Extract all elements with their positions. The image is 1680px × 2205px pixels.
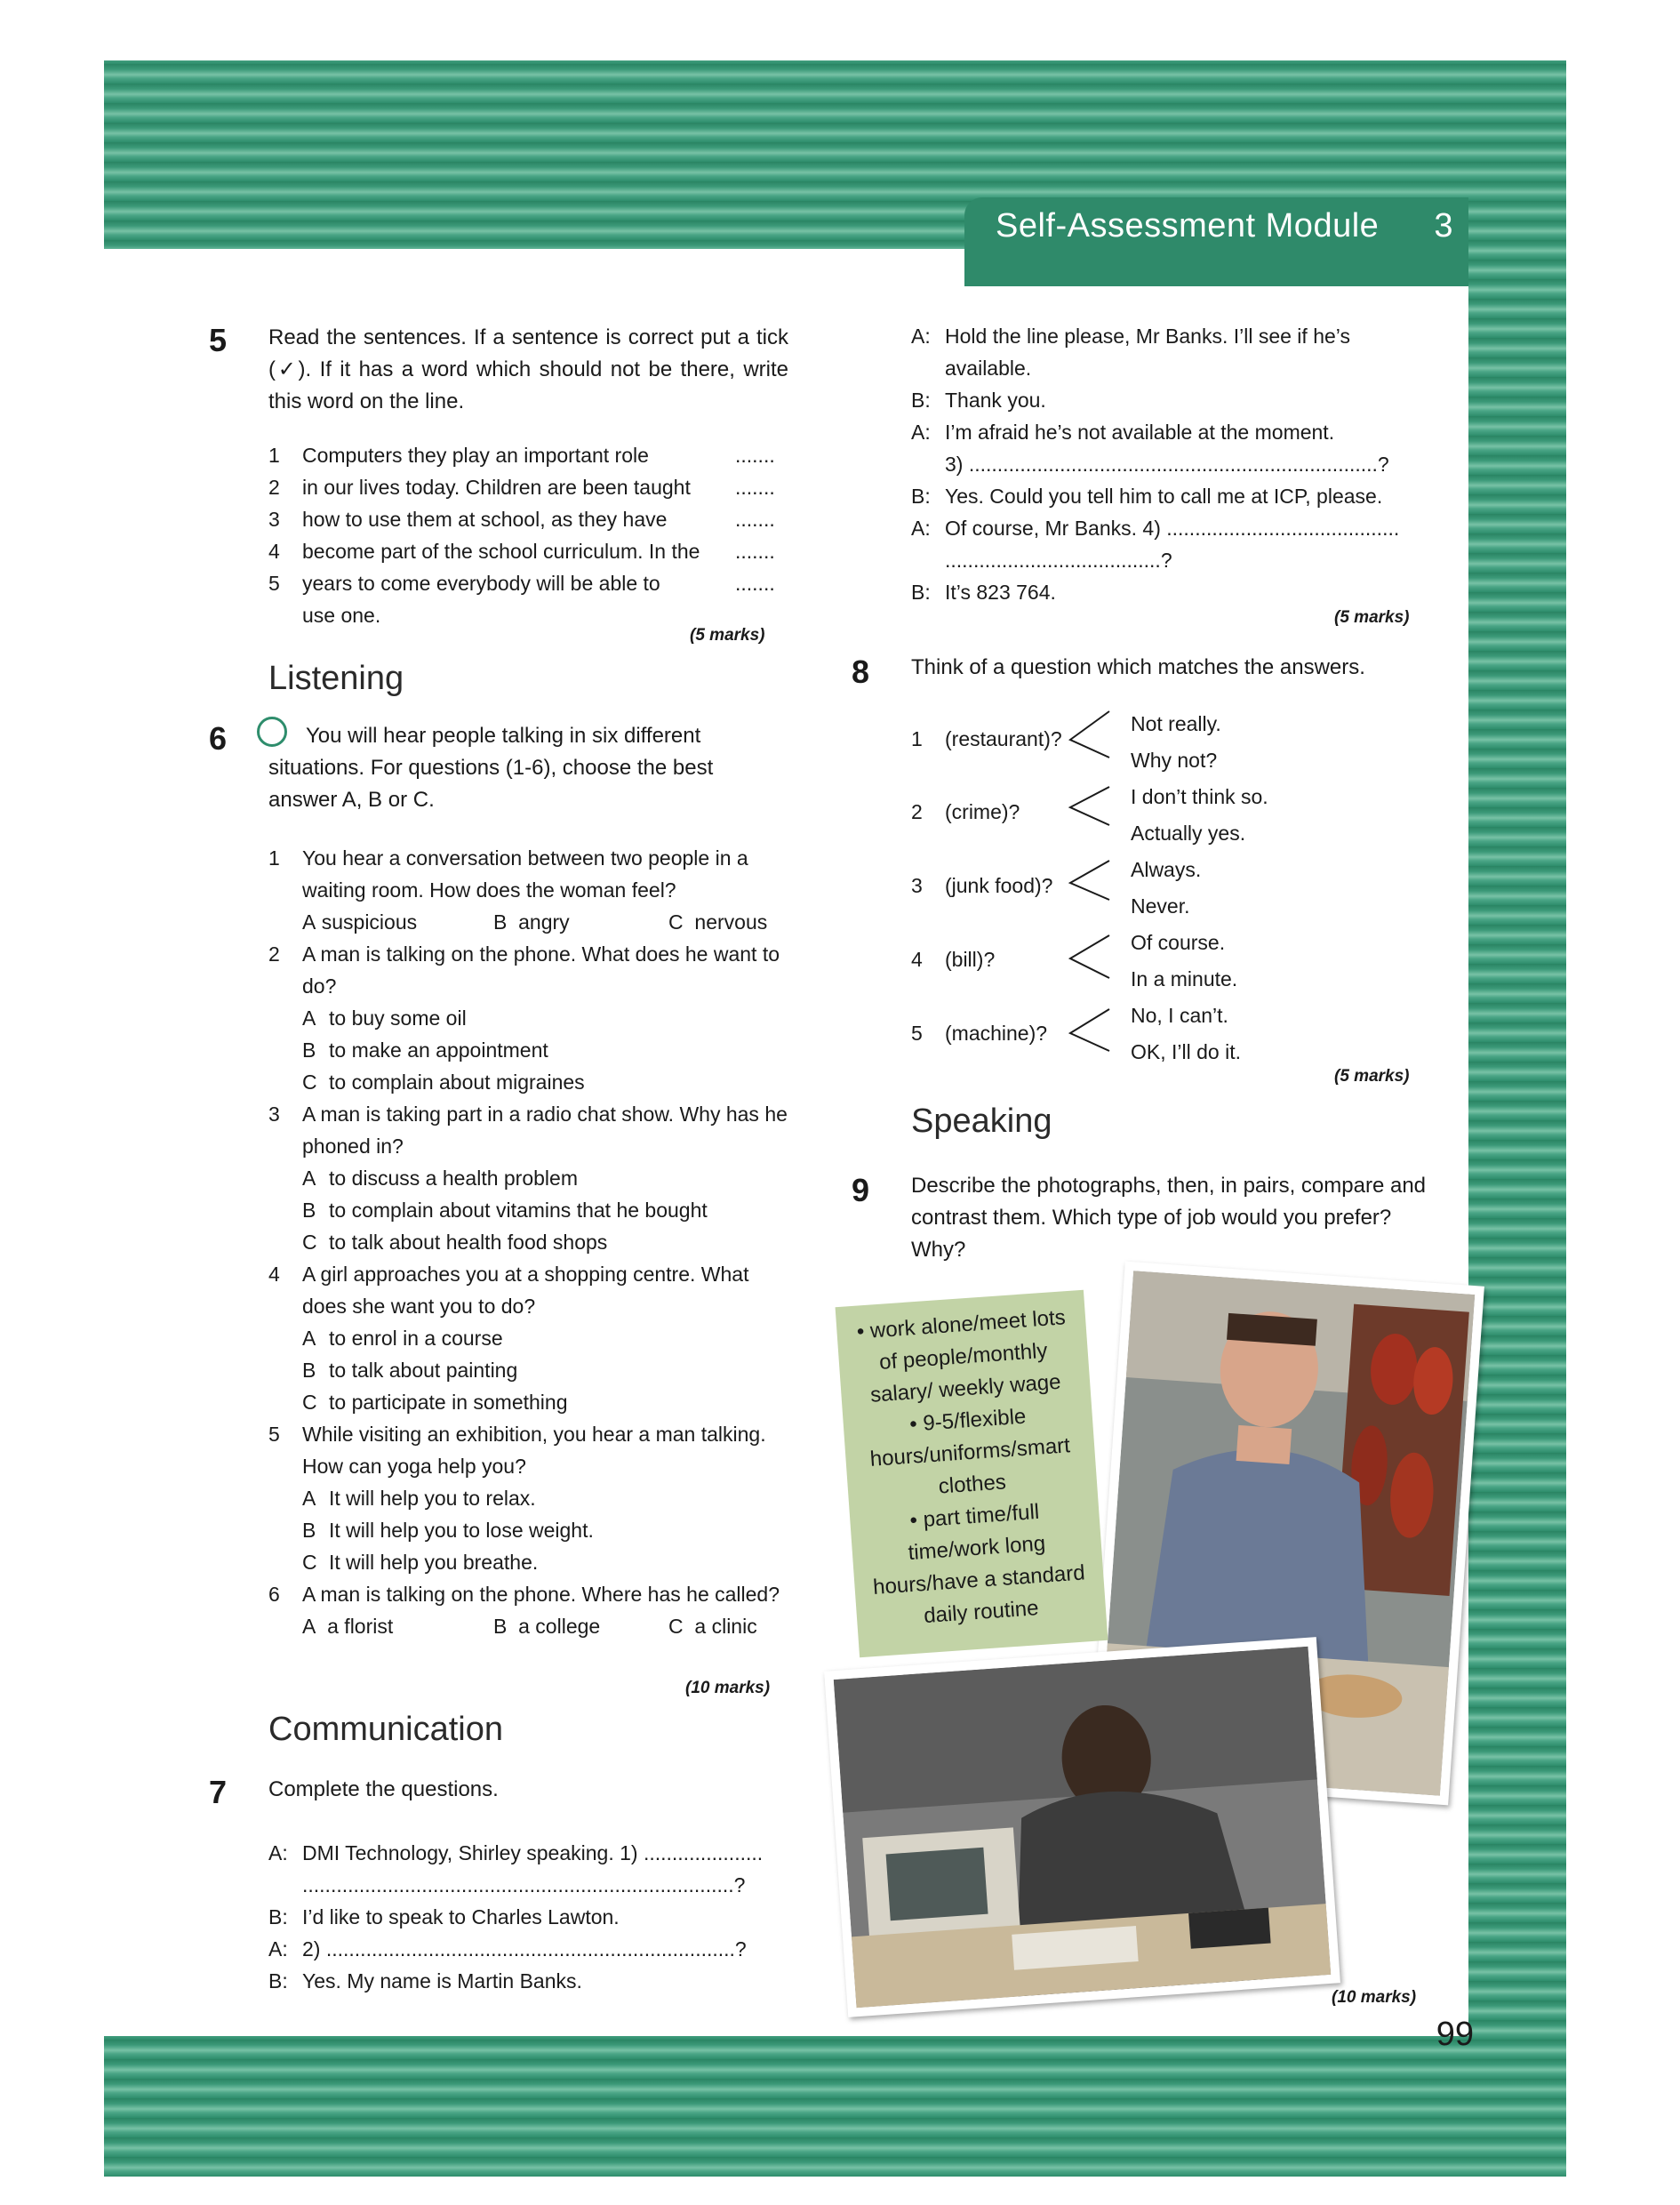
line-text: Hold the line please, Mr Banks. I’ll see if he’s [945,325,1350,348]
ex8-item [911,800,1020,824]
line-text: Thank you. [945,389,1046,412]
question-number: 6 [268,1583,280,1606]
answer: Always. [1131,858,1202,881]
ex7-dialogue-left [268,1837,802,1997]
answer: I don’t think so. [1131,785,1268,808]
speaker: A: [268,1937,288,1960]
line-text: use one. [302,604,381,627]
option-letter: A [302,910,316,934]
option-letter: A [302,1006,316,1030]
option-a[interactable] [302,906,493,938]
option-a[interactable] [268,1002,793,1034]
ex7-dialogue-right [911,320,1444,608]
ex9-marks: (10 marks) [1332,1988,1417,2007]
dialogue-line [911,448,1444,480]
speaker [911,544,945,576]
option-letter: B [493,910,508,934]
option-text: to talk about painting [329,1359,518,1382]
line-text: available. [945,357,1032,380]
option-c[interactable] [268,1546,793,1578]
options-row [268,1610,793,1642]
option-text: to buy some oil [329,1006,467,1030]
dialogue-line [268,1869,802,1901]
answer: Why not? [1131,749,1218,772]
ex6-questions [268,842,793,1642]
dialogue-line [911,352,1444,384]
prompt-item: • work alone/meet lots of people/monthly salary/ weekly wage [856,1305,1067,1407]
item-cue: (bill)? [945,948,996,971]
option-text: to enrol in a course [329,1327,503,1350]
dialogue-line [911,320,1444,352]
option-letter: A [302,1487,316,1510]
list-item [268,503,788,535]
line-text: in our lives today. Children are been taught [302,476,691,499]
list-item [268,471,788,503]
option-text: nervous [694,910,768,934]
option-text: to participate in something [329,1391,568,1414]
option-b[interactable] [268,1354,793,1386]
ex6-marks: (10 marks) [685,1679,771,1697]
bracket-2 [1070,787,1109,825]
answer-blank[interactable]: ....... [735,476,775,499]
dialogue-line [268,1965,802,1997]
module-title [996,207,1453,245]
ex8-item [911,948,995,972]
speaker: A: [268,1841,288,1864]
item-cue: (junk food)? [945,874,1053,897]
option-c[interactable] [268,1386,793,1418]
item-number: 1 [911,727,923,750]
dialogue-line [268,1901,802,1933]
option-text: to complain about vitamins that he bought [329,1199,708,1222]
option-c[interactable] [668,1610,757,1642]
question [268,1098,793,1162]
option-c[interactable] [668,906,767,938]
speaker: A: [911,517,931,540]
option-text: angry [518,910,570,934]
answer-blank[interactable]: ....... [735,540,775,563]
question-number: 5 [268,1423,280,1446]
option-text: a florist [327,1615,394,1638]
list-item [268,567,788,599]
option-text: a college [518,1615,601,1638]
answer: OK, I’ll do it. [1131,1040,1241,1063]
ex6-number: 6 [209,720,228,757]
answer-blank[interactable]: ....... [735,572,775,595]
speaker [911,448,945,480]
question [268,1418,793,1482]
ex5-number: 5 [209,322,228,358]
option-letter: C [302,1070,317,1094]
question [268,842,793,906]
line-text[interactable]: 3) ........................................................................? [945,453,1389,476]
ex7-number: 7 [209,1774,228,1810]
prompt-item: • part time/full time/work long hours/have a standard daily routine [872,1499,1086,1629]
option-a[interactable] [268,1482,793,1514]
option-b[interactable] [493,1610,668,1642]
list-item [268,535,788,567]
dialogue-line [911,512,1444,544]
ex6-instruction: You will hear people talking in six different situations. For questions (1-6), choose the best answer A, B or C. [268,724,714,812]
module-number: 3 [1434,207,1454,245]
answer: No, I can’t. [1131,1004,1228,1027]
speaker: B: [268,1969,288,1993]
item-cue: (crime)? [945,800,1020,823]
option-letter: C [302,1231,317,1254]
option-letter: B [302,1519,316,1542]
option-letter: A [302,1327,316,1350]
ex8-number: 8 [852,653,870,690]
option-text: suspicious [321,910,418,934]
question-text: You hear a conversation between two people in a waiting room. How does the woman feel? [302,846,748,902]
line-text[interactable]: 2) ........................................................................? [302,1937,747,1960]
line-text: It’s 823 764. [945,581,1056,604]
question-number: 4 [268,1263,280,1286]
ex8-marks: (5 marks) [1334,1067,1410,1086]
speaker: A: [911,421,931,444]
option-c[interactable] [268,1226,793,1258]
line-text[interactable]: Of course, Mr Banks. 4) ......................................... [945,517,1400,540]
ex5-lines [268,439,788,631]
question [268,1258,793,1322]
ex8-item [911,874,1052,898]
line-number: 3 [268,508,280,531]
speaker [268,1869,302,1901]
ex5-instruction: Read the sentences. If a sentence is correct put a tick (✓). If it has a word which should not be there, write this word on the line. [268,325,788,413]
option-letter: B [302,1359,316,1382]
option-b[interactable] [268,1194,793,1226]
option-c[interactable] [268,1066,793,1098]
option-letter: A [302,1167,316,1190]
question-number: 3 [268,1102,280,1126]
dialogue-line [268,1933,802,1965]
question [268,938,793,1002]
ex8-item [911,727,1062,751]
answer-blank[interactable]: ....... [735,508,775,531]
dialogue-line [911,544,1444,576]
line-text: Computers they play an important role [302,444,649,467]
item-number: 5 [911,1022,923,1045]
speaking-prompts-note [836,1290,1108,1658]
ex8-answers [1131,706,1268,1070]
module-title-text: Self-Assessment Module [996,207,1380,245]
line-text: become part of the school curriculum. In the [302,540,700,563]
dialogue-line [268,1837,802,1869]
speaking-heading: Speaking [911,1102,1052,1140]
line-number: 1 [268,444,280,467]
ex8-item [911,1022,1047,1046]
question-number: 2 [268,942,280,966]
speaker: B: [268,1905,288,1928]
option-letter: C [668,910,684,934]
question-text: A man is talking on the phone. Where has he called? [302,1583,780,1606]
speaker: B: [911,581,931,604]
line-number: 4 [268,540,280,563]
line-text: how to use them at school, as they have [302,508,668,531]
question-text: While visiting an exhibition, you hear a man talking. How can yoga help you? [302,1423,766,1478]
answer: In a minute. [1131,967,1238,990]
line-text: I’m afraid he’s not available at the moment. [945,421,1335,444]
item-number: 3 [911,874,923,897]
speaker: A: [911,325,931,348]
item-cue: (restaurant)? [945,727,1062,750]
option-letter: B [302,1199,316,1222]
option-text: to discuss a health problem [329,1167,578,1190]
office-worker-image [834,1647,1332,2008]
listening-heading: Listening [268,660,404,697]
line-text[interactable]: DMI Technology, Shirley speaking. 1) ..................... [302,1841,764,1864]
option-b[interactable] [268,1514,793,1546]
options-row [268,906,793,938]
ex7-marks: (5 marks) [1334,608,1410,627]
answer-brackets [1065,702,1118,1076]
line-text: Yes. Could you tell him to call me at ICP, please. [945,485,1383,508]
option-b[interactable] [493,906,668,938]
item-number: 2 [911,800,923,823]
option-b[interactable] [268,1034,793,1066]
option-letter: B [302,1038,316,1062]
dialogue-line [911,480,1444,512]
line-text: I’d like to speak to Charles Lawton. [302,1905,620,1928]
option-a[interactable] [302,1610,493,1642]
option-text: It will help you to relax. [329,1487,536,1510]
question-number: 1 [268,846,280,870]
communication-heading: Communication [268,1711,503,1748]
speaker: B: [911,485,931,508]
answer: Of course. [1131,931,1226,954]
item-cue: (machine)? [945,1022,1048,1045]
ex8-instruction: Think of a question which matches the answers. [911,655,1365,679]
question-text: A man is taking part in a radio chat show. Why has he phoned in? [302,1102,788,1158]
option-a[interactable] [268,1322,793,1354]
option-text: to complain about migraines [329,1070,585,1094]
bracket-5 [1070,1009,1109,1051]
line-number: 2 [268,476,280,499]
page-number: 99 [1436,2016,1474,2053]
line-number: 5 [268,572,280,595]
item-number: 4 [911,948,923,971]
option-letter: C [302,1551,317,1574]
dialogue-line [911,576,1444,608]
option-letter: B [493,1615,508,1638]
answer-blank[interactable]: ....... [735,444,775,467]
option-a[interactable] [268,1162,793,1194]
ex9-instruction: Describe the photographs, then, in pairs, compare and contrast them. Which type of job would you prefer? Why? [911,1174,1427,1262]
option-letter: C [668,1615,684,1638]
bracket-3 [1070,861,1109,900]
option-text: to make an appointment [329,1038,548,1062]
prompt-item: • 9-5/flexible hours/uniforms/smart clothes [868,1404,1071,1499]
dialogue-line [911,416,1444,448]
bracket-1 [1070,711,1109,758]
dialogue-line [911,384,1444,416]
line-text: Yes. My name is Martin Banks. [302,1969,582,1993]
speaker [911,352,945,384]
question-text: A man is talking on the phone. What does he want to do? [302,942,780,998]
speaker: B: [911,389,931,412]
option-letter: A [302,1615,316,1638]
option-letter: C [302,1391,317,1414]
option-text: It will help you breathe. [329,1551,539,1574]
option-text: a clinic [694,1615,757,1638]
option-text: It will help you to lose weight. [329,1519,594,1542]
answer: Never. [1131,894,1190,918]
answer: Not really. [1131,712,1221,735]
line-text[interactable]: ......................................? [945,549,1172,572]
list-item [268,439,788,471]
answer: Actually yes. [1131,822,1246,845]
question [268,1578,793,1610]
line-text: years to come everybody will be able to [302,572,660,595]
ex9-number: 9 [852,1172,870,1208]
line-text[interactable]: ............................................................................? [302,1873,746,1896]
photo-office-worker [824,1637,1340,2017]
option-text: to talk about health food shops [329,1231,608,1254]
question-text: A girl approaches you at a shopping centre. What does she want you to do? [302,1263,749,1318]
bracket-4 [1070,935,1109,978]
ex7-instruction: Complete the questions. [268,1777,499,1801]
ex5-marks: (5 marks) [690,626,765,645]
